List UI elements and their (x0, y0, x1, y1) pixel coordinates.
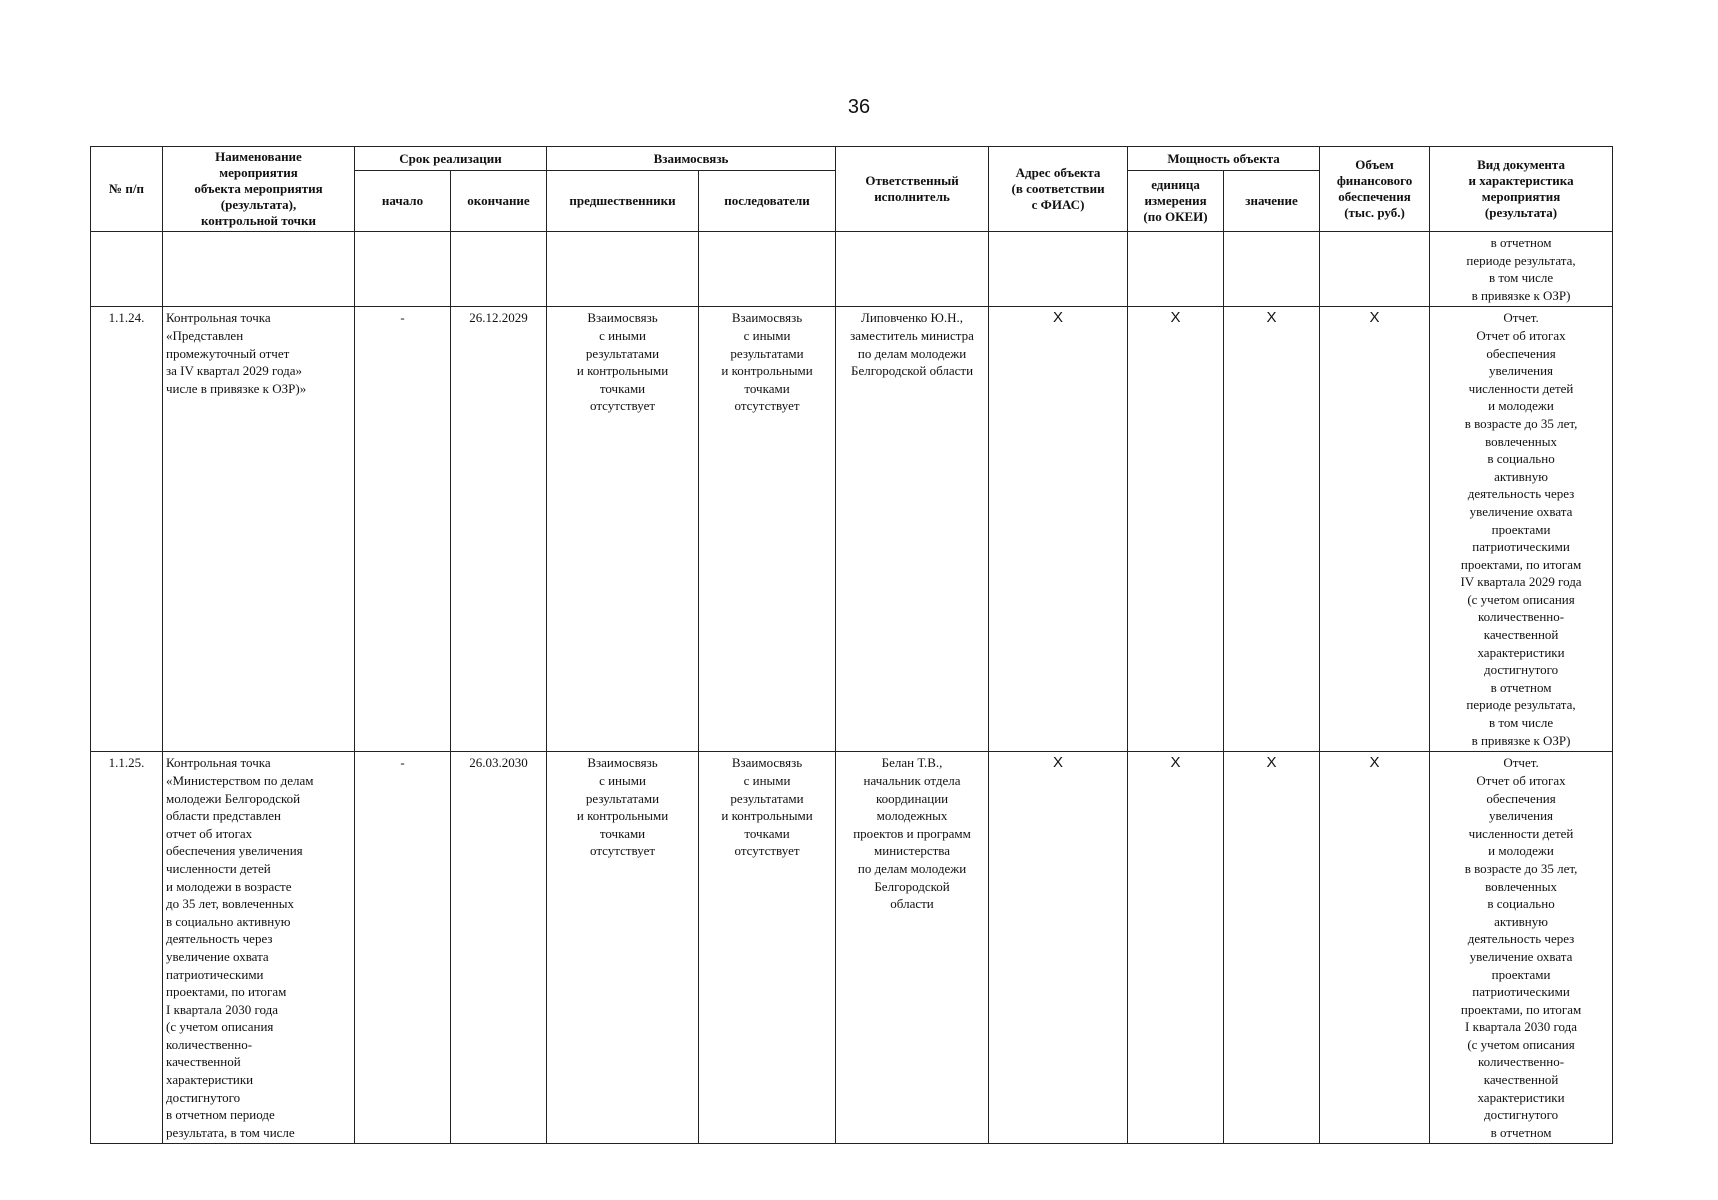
cell-empty (91, 232, 163, 307)
cell-empty (836, 232, 989, 307)
cell-successors: Взаимосвязь с иными результатами и контрольными точками отсутствует (699, 307, 836, 752)
cell-end: 26.03.2030 (451, 752, 547, 1144)
header-name: Наименование мероприятия объекта мероприятия (результата), контрольной точки (163, 147, 355, 232)
header-responsible: Ответственный исполнитель (836, 147, 989, 232)
header-term-end: окончание (451, 171, 547, 232)
cell-address: Х (989, 307, 1128, 752)
cell-start: - (355, 307, 451, 752)
header-address: Адрес объекта (в соответствии с ФИАС) (989, 147, 1128, 232)
header-num: № п/п (91, 147, 163, 232)
header-predecessors: предшественники (547, 171, 699, 232)
table-row (91, 752, 1613, 1144)
cell-start: - (355, 752, 451, 1144)
cell-predecessors: Взаимосвязь с иными результатами и контрольными точками отсутствует (547, 752, 699, 1144)
cell-doc-text: в отчетном периоде результата, в том числе в привязке к ОЗР) (1430, 232, 1613, 307)
cell-predecessors: Взаимосвязь с иными результатами и контрольными точками отсутствует (547, 307, 699, 752)
cell-empty (547, 232, 699, 307)
cell-end: 26.12.2029 (451, 307, 547, 752)
header-term-start: начало (355, 171, 451, 232)
table-row (91, 307, 1613, 752)
cell-address: Х (989, 752, 1128, 1144)
header-value: значение (1224, 171, 1320, 232)
cell-empty (163, 232, 355, 307)
cell-doc-text: Отчет. Отчет об итогах обеспечения увеличения численности детей и молодежи в возрасте до 35 лет, вовлеченных в социально активную деятельность через увеличение охвата проектами патриотическими проектами, по итогам I квартала 2030 года (с учетом описания количественно- качественной характеристики достигнутого в отчетном (1430, 752, 1613, 1144)
cell-num: 1.1.25. (91, 752, 163, 1144)
header-capacity: Мощность объекта (1128, 147, 1320, 171)
cell-successors: Взаимосвязь с иными результатами и контрольными точками отсутствует (699, 752, 836, 1144)
header-unit: единица измерения (по ОКЕИ) (1128, 171, 1224, 232)
cell-empty (355, 232, 451, 307)
page-number: 36 (847, 96, 871, 118)
cell-responsible: Белан Т.В., начальник отдела координации молодежных проектов и программ министерства по делам молодежи Белгородской области (836, 752, 989, 1144)
cell-finance: Х (1320, 752, 1430, 1144)
cell-empty (1320, 232, 1430, 307)
header-finance: Объем финансового обеспечения (тыс. руб.) (1320, 147, 1430, 232)
cell-empty (699, 232, 836, 307)
cell-name: Контрольная точка «Министерством по делам молодежи Белгородской области представлен отчет об итогах обеспечения увеличения численности детей и молодежи в возрасте до 35 лет, вовлеченных в социально активную деятельность через увеличение охвата патриотическими проектами, по итогам I квартала 2030 года (с учетом описания количественно- качественной характеристики достигнутого в отчетном периоде результата, в том числе (163, 752, 355, 1144)
plan-table (90, 146, 1613, 1144)
header-row-1 (91, 147, 1613, 171)
cell-doc-text: Отчет. Отчет об итогах обеспечения увеличения численности детей и молодежи в возрасте до 35 лет, вовлеченных в социально активную деятельность через увеличение охвата проектами патриотическими проектами, по итогам IV квартала 2029 года (с учетом описания количественно- качественной характеристики достигнутого в отчетном периоде результата, в том числе в привязке к ОЗР) (1430, 307, 1613, 752)
cell-empty (989, 232, 1128, 307)
cell-value: Х (1224, 307, 1320, 752)
header-doc-type: Вид документа и характеристика мероприятия (результата) (1430, 147, 1613, 232)
cell-unit: Х (1128, 307, 1224, 752)
cell-num: 1.1.24. (91, 307, 163, 752)
cell-empty (451, 232, 547, 307)
cell-responsible: Липовченко Ю.Н., заместитель министра по делам молодежи Белгородской области (836, 307, 989, 752)
header-relation: Взаимосвязь (547, 147, 836, 171)
cell-empty (1224, 232, 1320, 307)
cell-value: Х (1224, 752, 1320, 1144)
cell-name: Контрольная точка «Представлен промежуточный отчет за IV квартал 2029 года» числе в привязке к ОЗР)» (163, 307, 355, 752)
header-term: Срок реализации (355, 147, 547, 171)
cell-finance: Х (1320, 307, 1430, 752)
table-row-continuation (91, 232, 1613, 307)
cell-unit: Х (1128, 752, 1224, 1144)
cell-empty (1128, 232, 1224, 307)
header-successors: последователи (699, 171, 836, 232)
